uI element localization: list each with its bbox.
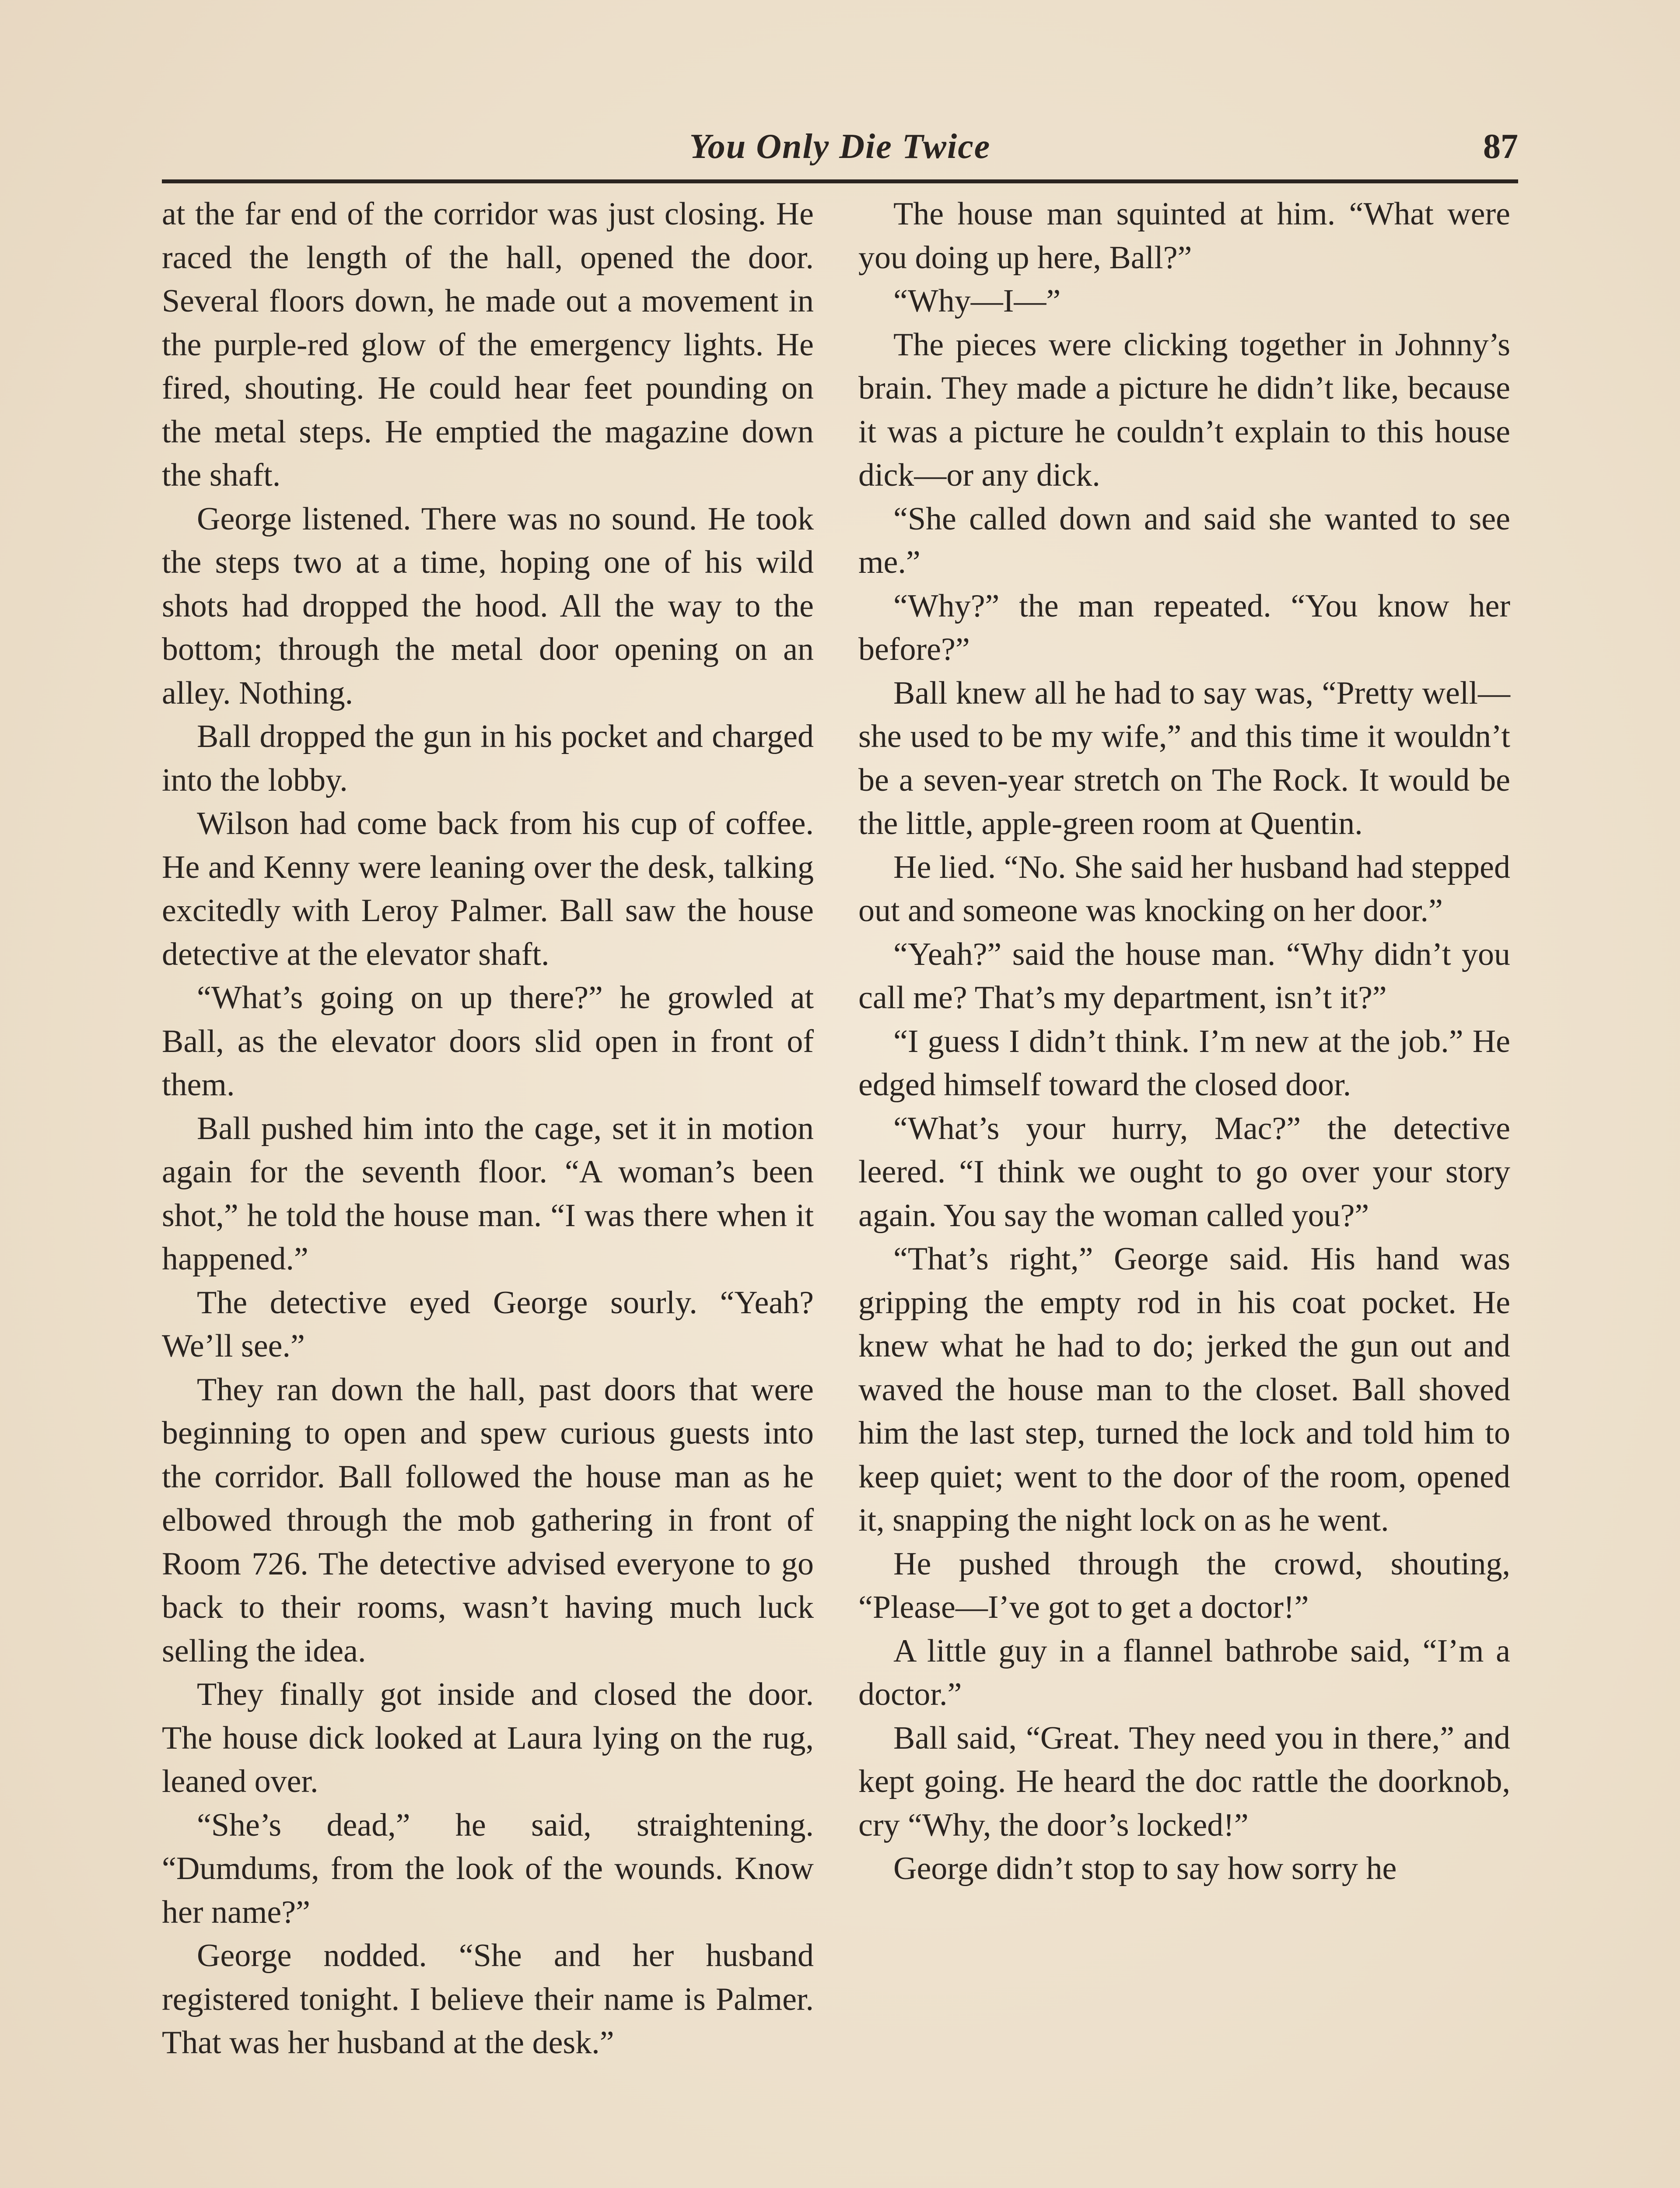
paragraph: Ball dropped the gun in his pocket and charged into the lobby. xyxy=(162,719,814,798)
paragraph: Ball pushed him into the cage, set it in motion again for the seventh floor. “A woman’s been shot,” he told the house man. “I was there when it happened.” xyxy=(162,1110,814,1277)
paragraph: “I guess I didn’t think. I’m new at the job.” He edged himself toward the closed door. xyxy=(858,1023,1510,1103)
paragraph: George didn’t stop to say how sorry he xyxy=(893,1851,1397,1886)
running-title: You Only Die Twice xyxy=(689,127,991,166)
paragraph: “What’s going on up there?” he growled at Ball, as the elevator doors slid open in front of them. xyxy=(162,980,814,1103)
paragraph: “She called down and said she wanted to see me.” xyxy=(858,501,1510,580)
paragraph: He pushed through the crowd, shouting, “Please—I’ve got to get a doctor!” xyxy=(858,1546,1510,1625)
paragraph: Wilson had come back from his cup of coffee. He and Kenny were leaning over the desk, talking excitedly with Leroy Palmer. Ball saw the house detective at the elevator shaft. xyxy=(162,806,814,972)
page-header xyxy=(162,127,1518,179)
paragraph: They finally got inside and closed the door. The house dick looked at Laura lying on the rug, leaned over. xyxy=(162,1676,814,1799)
paragraph: Ball knew all he had to say was, “Pretty well—she used to be my wife,” and this time it wouldn’t be a seven-year stretch on The Rock. It would be the little, apple-green room at Quentin. xyxy=(858,675,1510,842)
paragraph: They ran down the hall, past doors that were beginning to open and spew curious guests into the corridor. Ball followed the house man as he elbowed through the mob gathering in front of Room 726. The detective advised everyone to go back to their rooms, wasn’t having much luck selling the idea. xyxy=(162,1371,814,1669)
paragraph: “Why?” the man repeated. “You know her before?” xyxy=(858,588,1510,667)
paragraph: The house man squinted at him. “What were you doing up here, Ball?” xyxy=(858,196,1510,276)
paragraph: at the far end of the corridor was just closing. He raced the length of the hall, opened the door. Several floors down, he made out a movement in the purple-red glow of the emergency lights. He fired, shouting. He could hear feet pounding on the metal steps. He emptied the magazine down the shaft. xyxy=(162,196,814,493)
paragraph: “What’s your hurry, Mac?” the detective leered. “I think we ought to go over your story again. You say the woman called you?” xyxy=(858,1110,1510,1234)
page-number: 87 xyxy=(1483,127,1518,166)
paragraph: “Why—I—” xyxy=(893,283,1061,319)
paragraph: “Yeah?” said the house man. “Why didn’t you call me? That’s my department, isn’t it?” xyxy=(858,936,1510,1016)
paragraph: George nodded. “She and her husband registered tonight. I believe their name is Palmer. That was her husband at the desk.” xyxy=(162,1938,814,2061)
paragraph: A little guy in a flannel bathrobe said, “I’m a doctor.” xyxy=(858,1633,1510,1712)
left-column xyxy=(162,193,814,2065)
paragraph: “She’s dead,” he said, straightening. “Dumdums, from the look of the wounds. Know her name?” xyxy=(162,1807,814,1930)
paragraph: He lied. “No. She said her husband had stepped out and someone was knocking on her door.” xyxy=(858,849,1510,929)
right-column xyxy=(858,193,1510,1891)
header-rule xyxy=(162,179,1518,183)
paragraph: “That’s right,” George said. His hand was gripping the empty rod in his coat pocket. He knew what he had to do; jerked the gun out and waved the house man to the closet. Ball shoved him the last step, turned the lock and told him to keep quiet; went to the door of the room, opened it, snapping the night lock on as he went. xyxy=(858,1241,1510,1538)
paragraph: George listened. There was no sound. He took the steps two at a time, hoping one of his wild shots had dropped the hood. All the way to the bottom; through the metal door opening on an alley. Nothing. xyxy=(162,501,814,711)
paragraph: The pieces were clicking together in Johnny’s brain. They made a picture he didn’t like, because it was a picture he couldn’t explain to this house dick—or any dick. xyxy=(858,326,1510,493)
paragraph: The detective eyed George sourly. “Yeah? We’ll see.” xyxy=(162,1284,814,1364)
paragraph: Ball said, “Great. They need you in there,” and kept going. He heard the doc rattle the doorknob, cry “Why, the door’s locked!” xyxy=(858,1720,1510,1843)
